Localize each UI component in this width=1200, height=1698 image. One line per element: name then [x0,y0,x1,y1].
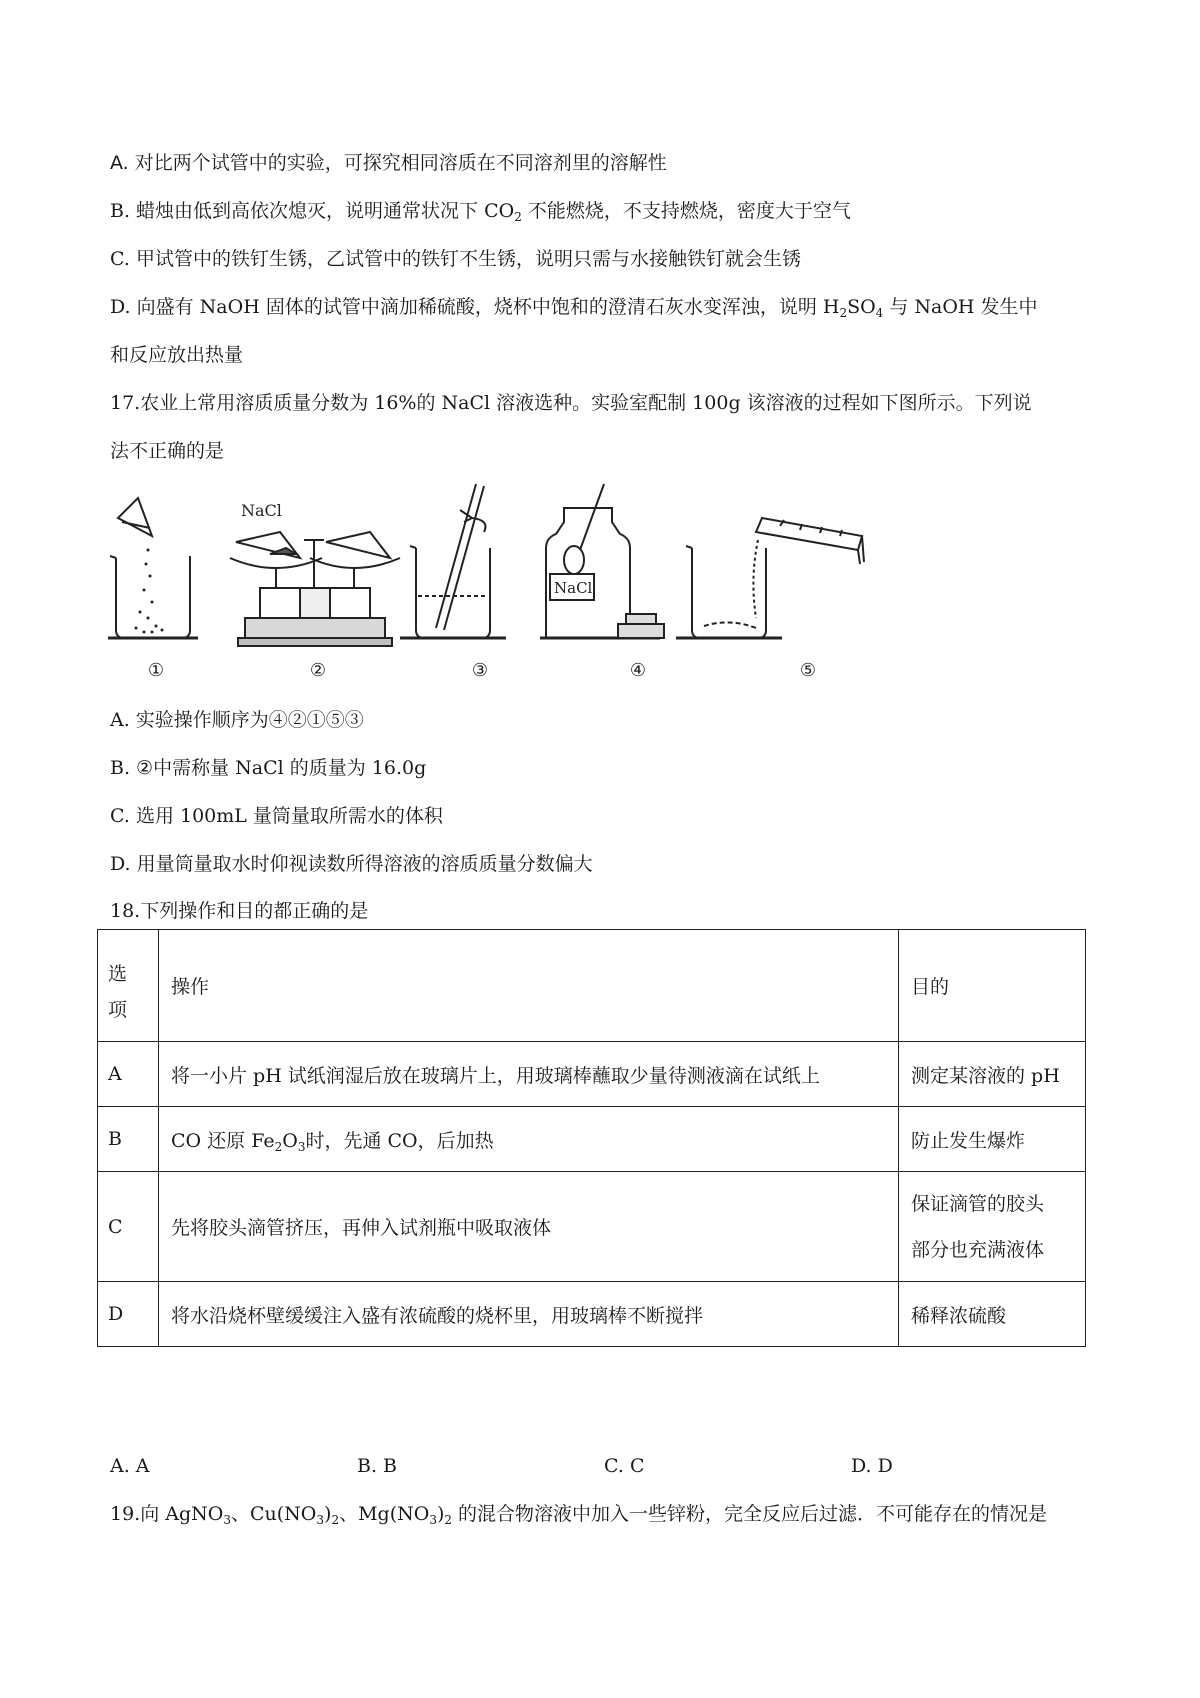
q16-option-d-post: 与 NaOH 发生中 [883,296,1038,318]
q16-option-d-mid: SO [847,296,876,318]
q18-answer-a: A. A [110,1455,150,1477]
table-row [98,1107,1086,1172]
header-option-char1: 选 [108,962,128,985]
q17-option-b-text: B. ②中需称量 NaCl 的质量为 16.0g [110,757,427,779]
q19-sub5: 2 [444,1513,453,1527]
q17-option-a [110,708,364,732]
row-a-purpose: 测定某溶液的 pH [899,1042,1086,1107]
header-operation-cell: 操作 [159,930,899,1042]
row-c-purpose [899,1172,1086,1282]
q17-option-d-text: D. 用量筒量取水时仰视读数所得溶液的溶质质量分数偏大 [110,853,593,875]
q16-option-d-sub1: 2 [839,306,848,320]
lab-procedure-figure [100,478,960,693]
step-label-1: ① [147,660,165,681]
header-option-cell [98,930,159,1042]
step4-reagent-jar-illustration [540,484,664,638]
q19-sub2: 3 [316,1513,325,1527]
table-row [98,1172,1086,1282]
row-c-operation: 先将胶头滴管挤压，再伸入试剂瓶中吸取液体 [159,1172,899,1282]
row-b-purpose: 防止发生爆炸 [899,1107,1086,1172]
step5-pouring-water-illustration [676,518,864,638]
q16-option-d [110,295,1038,319]
q16-option-c-text: C. 甲试管中的铁钉生锈，乙试管中的铁钉不生锈，说明只需与水接触铁钉就会生锈 [110,248,801,270]
q17-option-c-text: C. 选用 100mL 量筒量取所需水的体积 [110,805,443,827]
q16-option-b-post: 不能燃烧，不支持燃烧，密度大于空气 [521,200,851,222]
q19-post: 的混合物溶液中加入一些锌粉，完全反应后过滤．不可能存在的情况是 [452,1503,1048,1525]
row-b-op-sub2: 3 [297,1139,306,1154]
q16-option-b-pre: B. 蜡烛由低到高依次熄灭，说明通常状况下 CO [110,200,515,222]
step-label-5: ⑤ [799,660,817,681]
q18-answer-b: B. B [357,1455,398,1477]
q16-option-a [110,151,667,175]
q16-option-d-line2 [110,343,243,367]
q16-option-d-line2-text: 和反应放出热量 [110,344,244,366]
q16-option-d-sub2: 4 [875,306,884,320]
q18-table [97,929,1086,1347]
q17-stem-line2-text: 法不正确的是 [110,440,225,462]
q19-sub3: 2 [331,1513,340,1527]
header-option-char2: 项 [108,998,128,1021]
row-c-label: C [98,1172,159,1282]
table-row [98,1282,1086,1347]
table-row [98,1042,1086,1107]
q16-option-b-sub: 2 [514,210,522,224]
q19-stem [110,1502,1047,1526]
q17-stem-line1-text: 17.农业上常用溶质质量分数为 16%的 NaCl 溶液选种。实验室配制 100g 该溶液的过程如下图所示。下列说 [110,392,1032,414]
q18-stem-text: 18.下列操作和目的都正确的是 [110,900,369,922]
row-c-purpose-line1: 保证滴管的胶头 [911,1192,1045,1215]
q18-stem [110,899,368,923]
step2-balance-illustration [230,532,400,646]
q19-mid3: 、Mg(NO [339,1503,430,1525]
row-d-label: D [98,1282,159,1347]
q17-stem-line1 [110,391,1032,415]
table-header-row [98,930,1086,1042]
q16-option-a-text: A. 对比两个试管中的实验，可探究相同溶质在不同溶剂里的溶解性 [110,152,667,174]
step-label-2: ② [309,660,327,681]
q16-option-c [110,247,801,271]
step1-pouring-salt-illustration [108,498,198,638]
row-b-op-pre: CO 还原 Fe [171,1129,275,1152]
row-b-operation [159,1107,899,1172]
q17-stem-line2 [110,439,224,463]
q17-option-a-text: A. 实验操作顺序为④②①⑤③ [110,709,364,731]
q16-option-b [110,199,851,223]
balance-nacl-label: NaCl [241,501,282,520]
q19-mid1: 、Cu(NO [230,1503,317,1525]
q16-option-d-pre: D. 向盛有 NaOH 固体的试管中滴加稀硫酸，烧杯中饱和的澄清石灰水变浑浊，说明 H [110,296,840,318]
row-a-operation: 将一小片 pH 试纸润湿后放在玻璃片上，用玻璃棒蘸取少量待测液滴在试纸上 [159,1042,899,1107]
row-b-op-sub1: 2 [274,1139,283,1154]
row-c-purpose-line2: 部分也充满液体 [911,1238,1045,1261]
step-label-4: ④ [629,660,647,681]
row-d-purpose: 稀释浓硫酸 [899,1282,1086,1347]
row-d-operation: 将水沿烧杯壁缓缓注入盛有浓硫酸的烧杯里，用玻璃棒不断搅拌 [159,1282,899,1347]
row-b-op-mid: O [282,1129,298,1152]
row-a-label: A [98,1042,159,1107]
step3-stirring-illustration [400,484,506,638]
q19-mid4: ) [436,1503,445,1525]
q17-option-d [110,852,593,876]
step-label-3: ③ [471,660,489,681]
row-b-op-post: 时，先通 CO，后加热 [305,1129,494,1152]
q18-answer-c: C. C [604,1455,645,1477]
q17-option-c [110,804,443,828]
q19-mid2: ) [324,1503,332,1525]
q18-answer-d: D. D [851,1455,893,1477]
q19-sub1: 3 [223,1513,231,1527]
jar-nacl-label: NaCl [554,579,593,597]
header-purpose-cell: 目的 [899,930,1086,1042]
q17-option-b [110,756,426,780]
q19-pre: 19.向 AgNO [110,1503,224,1525]
q19-sub4: 3 [429,1513,437,1527]
row-b-label: B [98,1107,159,1172]
